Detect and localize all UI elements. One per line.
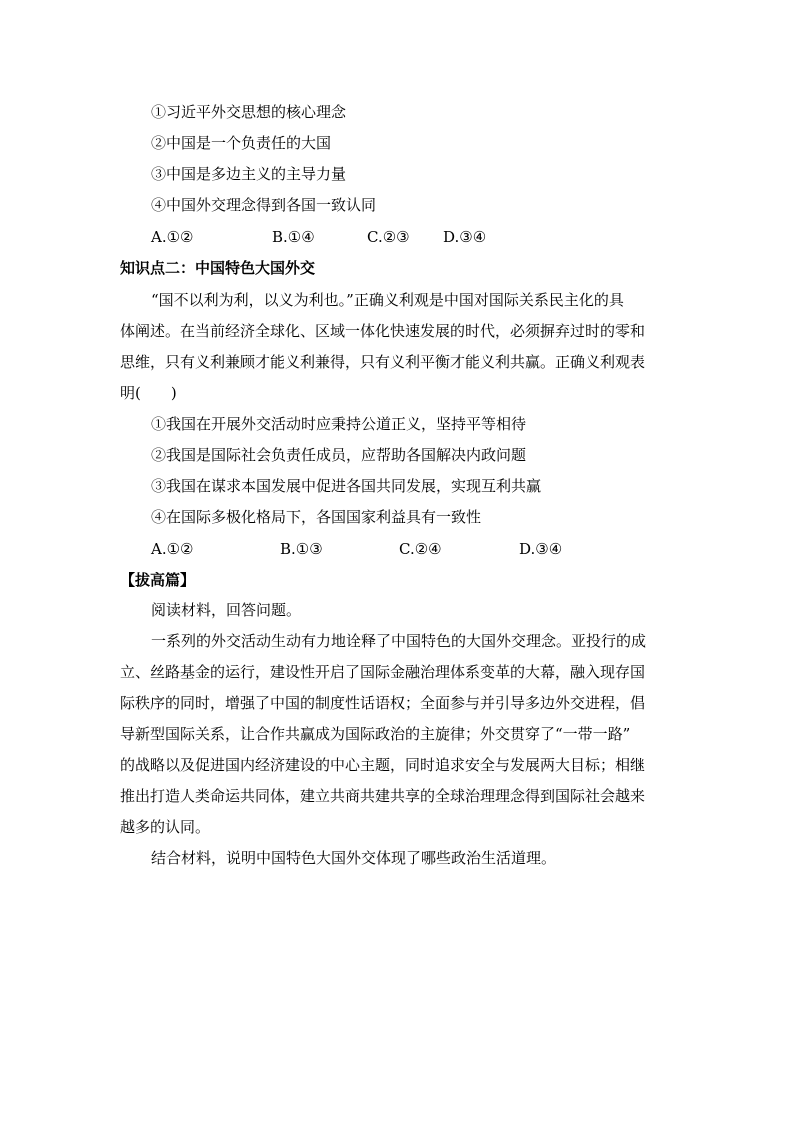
q2-item-2: ②我国是国际社会负责任成员，应帮助各国解决内政问题: [151, 446, 527, 464]
q2-option-a: A.①②: [151, 540, 194, 558]
q2-stem-line-2: 体阐述。在当前经济全球化、区域一体化快速发展的时代，必须摒弃过时的零和: [120, 322, 646, 340]
q2-option-b: B.①③: [280, 540, 323, 558]
q1-item-3: ③中国是多边主义的主导力量: [151, 165, 347, 183]
material-line-7: 越多的认同。: [120, 818, 211, 836]
q2-stem-line-3: 思维，只有义利兼顾才能义利兼得，只有义利平衡才能义利共赢。正确义利观表: [120, 353, 646, 371]
q2-option-d: D.③④: [519, 540, 563, 558]
q1-item-2: ②中国是一个负责任的大国: [151, 134, 332, 152]
q1-item-4: ④中国外交理念得到各国一致认同: [151, 196, 377, 214]
q1-item-1: ①习近平外交思想的核心理念: [151, 103, 347, 121]
q2-item-4: ④在国际多极化格局下，各国国家利益具有一致性: [151, 508, 482, 526]
q1-option-a: A.①②: [151, 228, 194, 246]
q1-option-d: D.③④: [443, 228, 487, 246]
q1-option-c: C.②③: [367, 228, 410, 246]
material-line-1: 一系列的外交活动生动有力地诠释了中国特色的大国外交理念。亚投行的成: [151, 632, 647, 650]
q1-option-b: B.①④: [272, 228, 315, 246]
advanced-heading: 【拔高篇】: [120, 571, 196, 589]
advanced-question: 结合材料，说明中国特色大国外交体现了哪些政治生活道理。: [151, 849, 557, 867]
advanced-intro: 阅读材料，回答问题。: [151, 601, 302, 619]
q2-item-1: ①我国在开展外交活动时应秉持公道正义，坚持平等相待: [151, 415, 527, 433]
q2-item-3: ③我国在谋求本国发展中促进各国共同发展，实现互利共赢: [151, 477, 542, 495]
q2-stem-line-1: “国不以利为利，以义为利也。”正确义利观是中国对国际关系民主化的具: [151, 291, 624, 309]
section-heading-knowledge-2: 知识点二：中国特色大国外交: [120, 259, 316, 277]
material-line-6: 推出打造人类命运共同体，建立共商共建共享的全球治理理念得到国际社会越来: [120, 787, 646, 805]
material-line-4: 导新型国际关系，让合作共赢成为国际政治的主旋律；外交贯穿了“一带一路”: [120, 725, 631, 743]
q2-stem-line-4: 明( ): [120, 384, 177, 402]
q2-option-c: C.②④: [399, 540, 442, 558]
material-line-2: 立、丝路基金的运行，建设性开启了国际金融治理体系变革的大幕，融入现存国: [120, 663, 646, 681]
material-line-3: 际秩序的同时，增强了中国的制度性话语权；全面参与并引导多边外交进程，倡: [120, 694, 646, 712]
material-line-5: 的战略以及促进国内经济建设的中心主题，同时追求安全与发展两大目标；相继: [120, 756, 646, 774]
